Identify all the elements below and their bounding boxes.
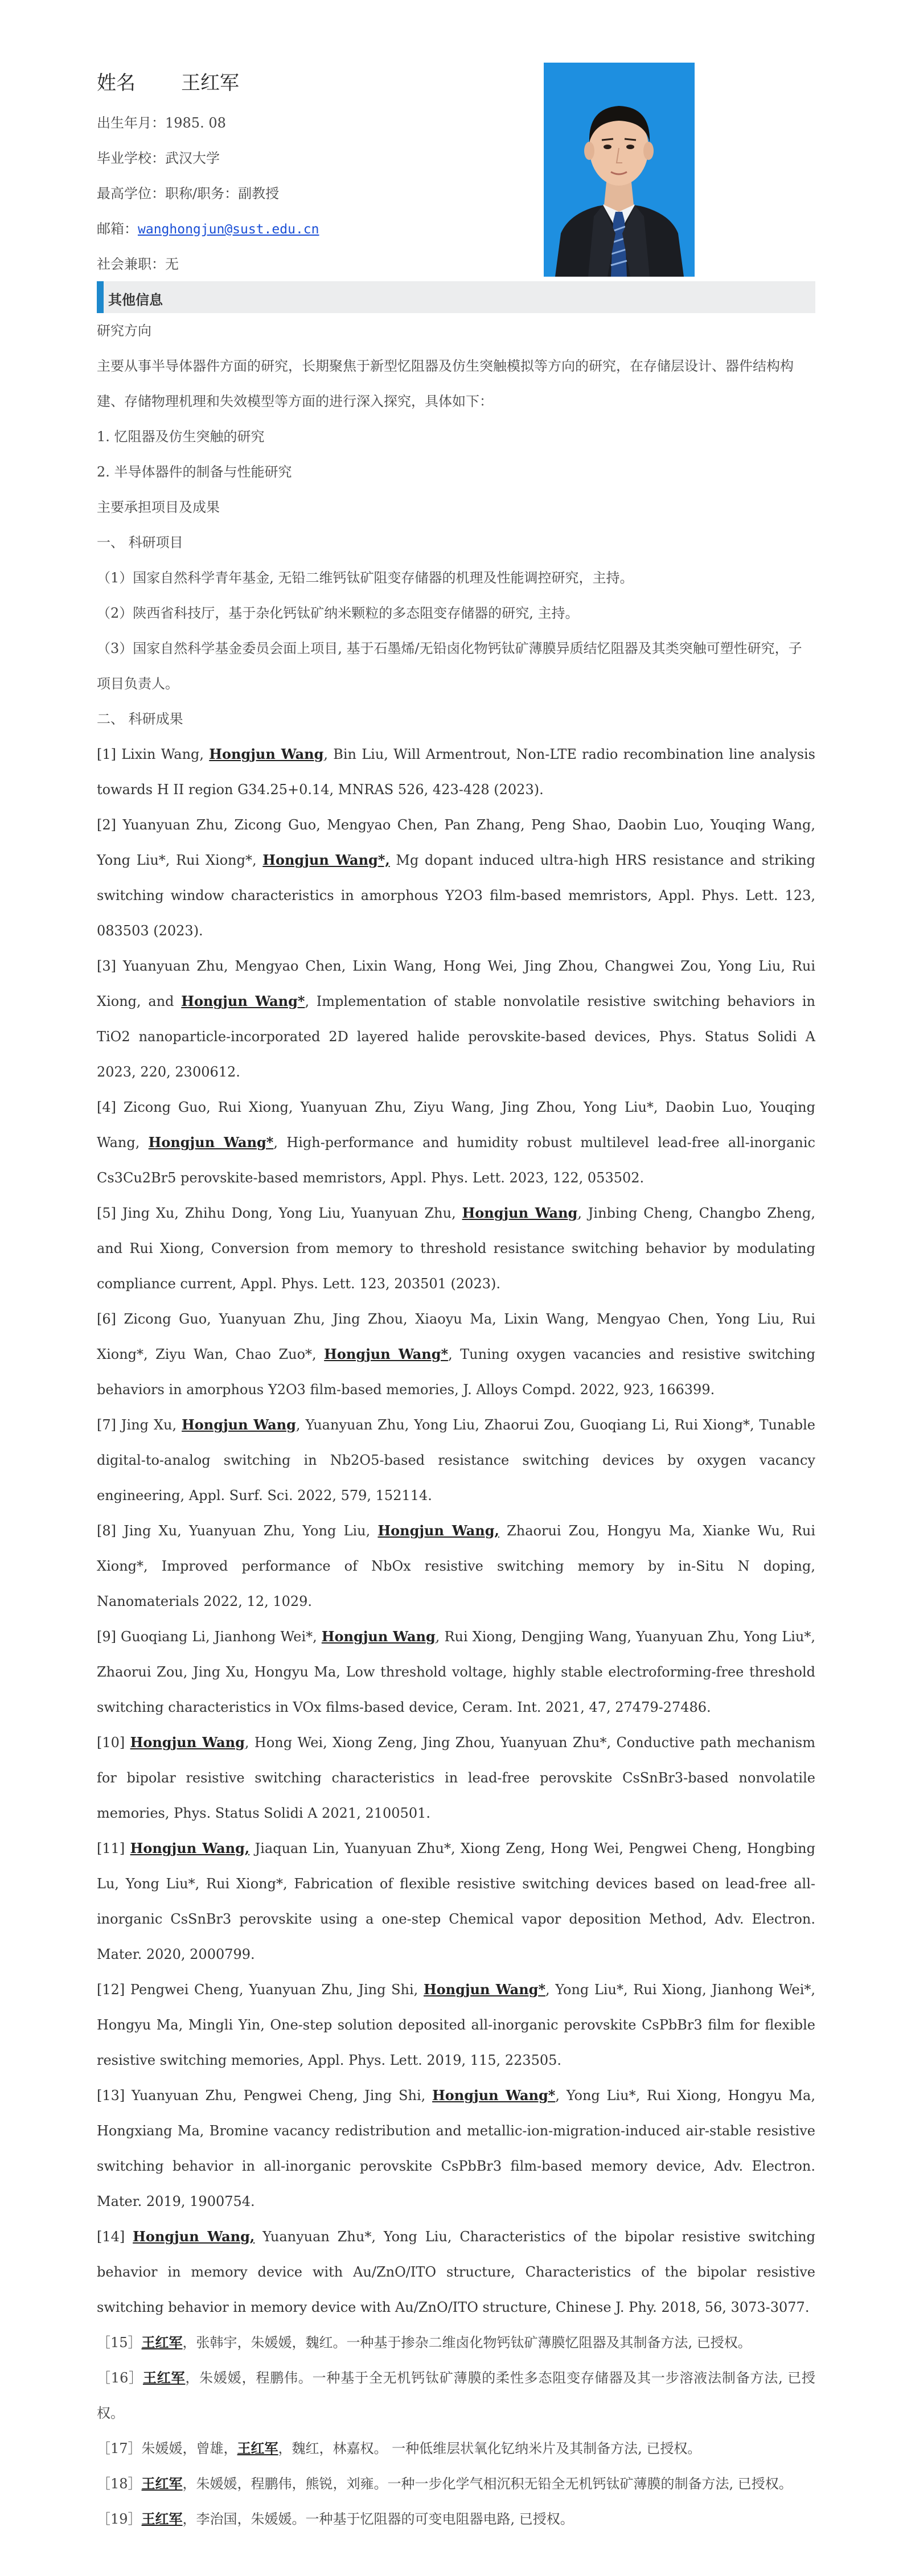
pub-pre: [12] Pengwei Cheng, Yuanyuan Zhu, Jing Shi, xyxy=(97,1982,424,1998)
email-label: 邮箱： xyxy=(97,221,138,237)
publication-item xyxy=(97,2078,815,2219)
author-highlight: Hongjun Wang* xyxy=(324,1346,449,1362)
pub-pre: ［16］ xyxy=(97,2370,143,2386)
author-highlight: Hongjun Wang xyxy=(130,1734,245,1751)
research-item: 2. 半导体器件的制备与性能研究 xyxy=(97,464,292,480)
pub-post: , Bin Liu, Will Armentrout, Non-LTE radio recombination line analysis towards H II region G34.25+0.14, MNRAS 526, 423-428 (2023). xyxy=(97,746,816,798)
author-highlight: Hongjun Wang* xyxy=(181,993,305,1009)
patent-item xyxy=(97,2325,815,2360)
portrait-image xyxy=(544,63,695,277)
publication-item xyxy=(97,737,815,807)
section-header-other-info xyxy=(97,281,815,313)
author-highlight: Hongjun Wang, xyxy=(130,1840,250,1856)
person-name: 王红军 xyxy=(181,72,239,95)
pub-post: ，魏红，林嘉权。 一种低维层状氧化钇纳米片及其制备方法, 已授权。 xyxy=(278,2441,701,2456)
results-subheading: 二、 科研成果 xyxy=(97,711,183,727)
pub-post: Zhaorui Zou, Hongyu Ma, Xianke Wu, Rui Xiong*, Improved performance of NbOx resistive switching memory by in-Situ N doping, Nanomaterials 2022, 12, 1029. xyxy=(97,1523,816,1609)
research-item: 1. 忆阻器及仿生突触的研究 xyxy=(97,429,265,445)
pub-post: Jiaquan Lin, Yuanyuan Zhu*, Xiong Zeng, Hong Wei, Pengwei Cheng, Hongbing Lu, Yong Liu*, Rui Xiong*, Fabrication of flexible resistive switching devices based on lead-free all-inorganic CsSnBr3 perovskite using a one-step Chemical vapor deposition Method, Adv. Electron. Mater. 2020, 2000799. xyxy=(97,1840,815,1962)
author-highlight: 王红军 xyxy=(141,2475,183,2492)
pub-post: , High-performance and humidity robust multilevel lead-free all-inorganic Cs3Cu2Br5 perovskite-based memristors, Appl. Phys. Lett. 2023, 122, 053502. xyxy=(97,1135,815,1186)
pub-pre: [9] Guoqiang Li, Jianhong Wei*, xyxy=(97,1629,322,1645)
publication-item xyxy=(97,2219,815,2325)
research-section xyxy=(97,313,815,737)
pub-post: ，张韩宇，朱媛媛，魏红。一种基于掺杂二维卤化物钙钛矿薄膜忆阻器及其制备方法, 已授权。 xyxy=(182,2335,752,2351)
pub-post: , Rui Xiong, Dengjing Wang, Yuanyuan Zhu, Yong Liu*, Zhaorui Zou, Jing Xu, Hongyu Ma, Low threshold voltage, highly stable electroforming-free threshold switching characteristics in VOx films-based device, Ceram. Int. 2021, 47, 27479-27486. xyxy=(97,1629,815,1715)
patent-item xyxy=(97,2360,815,2431)
pub-post: , Jinbing Cheng, Changbo Zheng, and Rui Xiong, Conversion from memory to threshold resistance switching behavior by modulating compliance current, Appl. Phys. Lett. 123, 203501 (2023). xyxy=(97,1205,816,1292)
pub-pre: [8] Jing Xu, Yuanyuan Zhu, Yong Liu, xyxy=(97,1523,378,1539)
publication-item xyxy=(97,1301,815,1407)
pub-pre: [4] Zicong Guo, Rui Xiong, Yuanyuan Zhu, Ziyu Wang, Jing Zhou, Yong Liu*, Daobin Luo, Youqing Wang, xyxy=(97,1099,815,1151)
project-item: （1）国家自然科学青年基金, 无铅二维钙钛矿阻变存储器的机理及性能调控研究，主持。 xyxy=(97,570,634,586)
pub-post: , Tuning oxygen vacancies and resistive switching behaviors in amorphous Y2O3 film-based memories, J. Alloys Compd. 2022, 923, 166399. xyxy=(97,1346,815,1398)
author-highlight: Hongjun Wang* xyxy=(148,1134,274,1151)
pub-pre: [14] xyxy=(97,2229,133,2245)
publication-item xyxy=(97,1090,815,1195)
pub-pre: [11] xyxy=(97,1840,130,1856)
publication-item xyxy=(97,1725,815,1831)
pub-pre: [13] Yuanyuan Zhu, Pengwei Cheng, Jing Shi, xyxy=(97,2088,433,2103)
section-accent-bar xyxy=(97,281,104,313)
patent-item xyxy=(97,2501,815,2537)
pub-pre: [10] xyxy=(97,1735,130,1751)
pub-pre: [3] Yuanyuan Zhu, Mengyao Chen, Lixin Wang, Hong Wei, Jing Zhou, Changwei Zou, Yong Liu, Rui Xiong, and xyxy=(97,958,815,1009)
author-highlight: Hongjun Wang xyxy=(182,1416,296,1433)
pub-post: , Yong Liu*, Rui Xiong, Jianhong Wei*, Hongyu Ma, Mingli Yin, One-step solution deposited all-inorganic perovskite CsPbBr3 film for flexible resistive switching memories, Appl. Phys. Lett. 2019, 115, 223505. xyxy=(97,1982,816,2068)
project-item: （3）国家自然科学基金委员会面上项目, 基于石墨烯/无铅卤化物钙钛矿薄膜异质结忆阻器及其类突触可塑性研究，子项目负责人。 xyxy=(97,640,802,692)
pub-pre: ［19］ xyxy=(97,2511,142,2527)
author-highlight: 王红军 xyxy=(141,2334,183,2351)
publication-list xyxy=(97,737,815,2537)
publication-item xyxy=(97,1619,815,1725)
author-highlight: Hongjun Wang, xyxy=(377,1522,499,1539)
pub-post: , Yuanyuan Zhu, Yong Liu, Zhaorui Zou, Guoqiang Li, Rui Xiong*, Tunable digital-to-analog switching in Nb2O5-based resistance switching devices by oxygen vacancy engineering, Appl. Surf. Sci. 2022, 579, 152114. xyxy=(97,1417,815,1503)
author-highlight: 王红军 xyxy=(142,2369,186,2386)
publication-item xyxy=(97,1195,815,1301)
projects-subheading: 一、 科研项目 xyxy=(97,535,183,550)
highest-degree: 最高学位：职称/职务：副教授 xyxy=(97,186,280,202)
research-intro: 主要从事半导体器件方面的研究，长期聚焦于新型忆阻器及仿生突触模拟等方向的研究，在存储层设计、器件结构构建、存储物理机理和失效模型等方面的进行深入探究，具体如下： xyxy=(97,358,794,409)
email-row xyxy=(97,217,319,237)
author-highlight: Hongjun Wang*, xyxy=(262,852,390,868)
patent-item xyxy=(97,2466,815,2501)
pub-post: , Implementation of stable nonvolatile resistive switching behaviors in TiO2 nanoparticle-incorporated 2D layered halide perovskite-based devices, Phys. Status Solidi A 2023, 220, 2300612. xyxy=(97,993,816,1080)
pub-post: Yuanyuan Zhu*, Yong Liu, Characteristics of the bipolar resistive switching behavior in memory device with Au/ZnO/ITO structure, Characteristics of the bipolar resistive switching behavior in memory device with Au/ZnO/ITO structure, Chinese J. Phy. 2018, 56, 3073-3077. xyxy=(97,2229,815,2315)
research-heading: 研究方向 xyxy=(97,323,151,339)
birth-date: 出生年月：1985. 08 xyxy=(97,115,226,131)
cv-content xyxy=(97,57,815,2537)
pub-post: , Hong Wei, Xiong Zeng, Jing Zhou, Yuanyuan Zhu*, Conductive path mechanism for bipolar resistive switching characteristics in lead-free perovskite CsSnBr3-based nonvolatile memories, Phys. Status Solidi A 2021, 2100501. xyxy=(97,1735,815,1821)
pub-pre: ［17］朱媛媛，曾雄， xyxy=(97,2441,237,2456)
publication-item xyxy=(97,1407,815,1513)
projects-heading: 主要承担项目及成果 xyxy=(97,499,220,515)
publication-item xyxy=(97,1513,815,1619)
author-highlight: Hongjun Wang xyxy=(209,746,324,762)
pub-post: ，朱媛媛，程鹏伟。一种基于全无机钙钛矿薄膜的柔性多态阻变存储器及其一步溶液法制备方法, 已授权。 xyxy=(97,2370,815,2421)
graduation-school: 毕业学校：武汉大学 xyxy=(97,150,220,166)
publication-item xyxy=(97,1831,815,1972)
author-highlight: Hongjun Wang xyxy=(462,1205,578,1221)
publication-item xyxy=(97,1972,815,2078)
pub-pre: [5] Jing Xu, Zhihu Dong, Yong Liu, Yuanyuan Zhu, xyxy=(97,1205,462,1221)
profile-photo xyxy=(544,63,695,277)
pub-pre: [7] Jing Xu, xyxy=(97,1417,182,1433)
publication-item xyxy=(97,807,815,948)
author-highlight: Hongjun Wang, xyxy=(133,2228,255,2245)
pub-pre: [6] Zicong Guo, Yuanyuan Zhu, Jing Zhou, Xiaoyu Ma, Lixin Wang, Mengyao Chen, Yong Liu, Rui Xiong*, Ziyu Wan, Chao Zuo*, xyxy=(97,1311,815,1362)
author-highlight: 王红军 xyxy=(237,2440,278,2456)
pub-post: , Yong Liu*, Rui Xiong, Hongyu Ma, Hongxiang Ma, Bromine vacancy redistribution and metallic-ion-migration-induced air-stable resistive switching behavior in all-inorganic perovskite CsPbBr3 film-based memory device, Adv. Electron. Mater. 2019, 1900754. xyxy=(97,2088,815,2209)
pub-pre: ［15］ xyxy=(97,2335,142,2351)
pub-post: ，李治国，朱媛媛。一种基于忆阻器的可变电阻器电路, 已授权。 xyxy=(182,2511,574,2527)
author-highlight: 王红军 xyxy=(141,2511,183,2527)
social-position: 社会兼职：无 xyxy=(97,256,179,272)
pub-post: ，朱媛媛，程鹏伟，熊锐，刘雍。一种一步化学气相沉积无铅全无机钙钛矿薄膜的制备方法, 已授权。 xyxy=(182,2476,793,2492)
publication-item xyxy=(97,948,815,1090)
author-highlight: Hongjun Wang xyxy=(321,1628,436,1645)
project-item: （2）陕西省科技厅，基于杂化钙钛矿纳米颗粒的多态阻变存储器的研究, 主持。 xyxy=(97,605,579,621)
name-label: 姓名 xyxy=(97,72,136,95)
pub-pre: ［18］ xyxy=(97,2476,142,2492)
pub-post: Mg dopant induced ultra-high HRS resistance and striking switching window characteristics in amorphous Y2O3 film-based memristors, Appl. Phys. Lett. 123, 083503 (2023). xyxy=(97,852,816,939)
pub-pre: [2] Yuanyuan Zhu, Zicong Guo, Mengyao Chen, Pan Zhang, Peng Shao, Daobin Luo, Youqing Wang, Yong Liu*, Rui Xiong*, xyxy=(97,817,815,868)
author-highlight: Hongjun Wang* xyxy=(423,1981,546,1998)
profile-header xyxy=(97,57,815,279)
name-row xyxy=(97,67,239,95)
email-link[interactable]: wanghongjun@sust.edu.cn xyxy=(138,222,319,237)
pub-pre: [1] Lixin Wang, xyxy=(97,746,210,762)
patent-item xyxy=(97,2431,815,2466)
author-highlight: Hongjun Wang* xyxy=(432,2087,556,2103)
section-title: 其他信息 xyxy=(108,292,163,308)
